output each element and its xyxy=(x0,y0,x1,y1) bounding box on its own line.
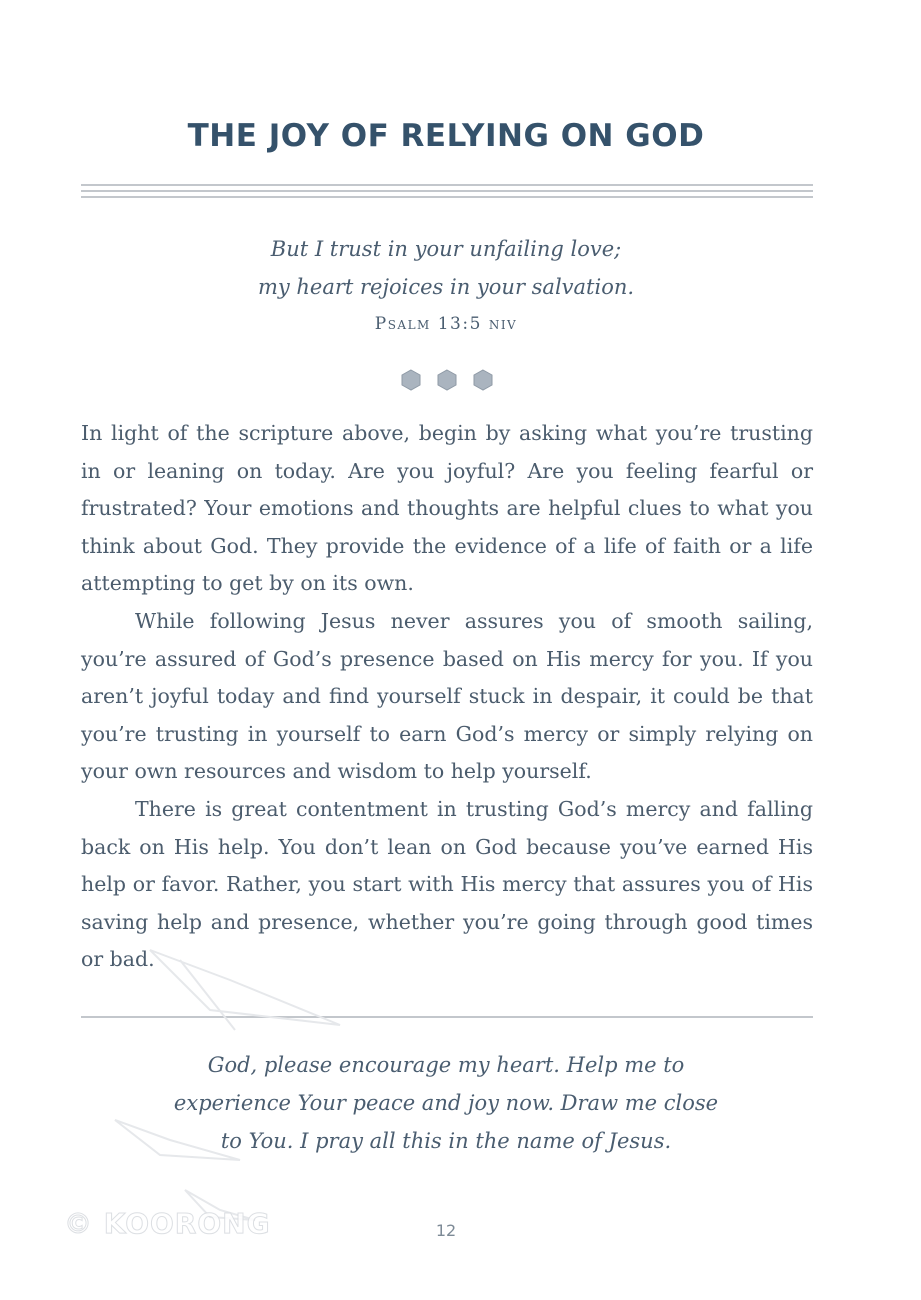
three-hexagons-icon xyxy=(400,369,494,391)
verse-line: But I trust in your unfailing love; xyxy=(270,237,622,261)
verse-line: my heart rejoices in your salvation. xyxy=(257,275,635,299)
prayer-divider xyxy=(81,1016,813,1018)
title-divider xyxy=(81,184,813,198)
prayer-line: experience Your peace and joy now. Draw me close xyxy=(173,1091,719,1115)
page-number: 12 xyxy=(435,1221,457,1240)
watermark: © KOORONG xyxy=(64,1207,271,1240)
prayer-line: God, please encourage my heart. Help me to xyxy=(207,1053,685,1077)
prayer-line: to You. I pray all this in the name of Jesus. xyxy=(220,1129,672,1153)
verse-reference: Psalm 13:5 niv xyxy=(374,314,518,334)
body-paragraph: There is great contentment in trusting God’s mercy and falling back on His help. You don’t lean on God because you’ve earned His help or favor. Rather, you start with His mercy that assures you of His saving help and presence, whether you’re going through good times or bad. xyxy=(81,796,813,972)
devotional-body xyxy=(81,415,813,979)
closing-prayer xyxy=(0,1046,892,1160)
page-title: THE JOY OF RELYING ON GOD xyxy=(187,118,705,154)
scripture-verse xyxy=(0,230,892,306)
body-paragraph: While following Jesus never assures you of smooth sailing, you’re assured of God’s presence based on His mercy for you. If you aren’t joyful today and find yourself stuck in despair, it could be that you’re trusting in yourself to earn God’s mercy or simply relying on your own resources and wisdom to help yourself. xyxy=(81,608,813,784)
body-paragraph: In light of the scripture above, begin by asking what you’re trusting in or leaning on today. Are you joyful? Are you feeling fearful or frustrated? Your emotions and thoughts are helpful clues to what you think about God. They provide the evidence of a life of faith or a life attempting to get by on its own. xyxy=(81,421,813,596)
